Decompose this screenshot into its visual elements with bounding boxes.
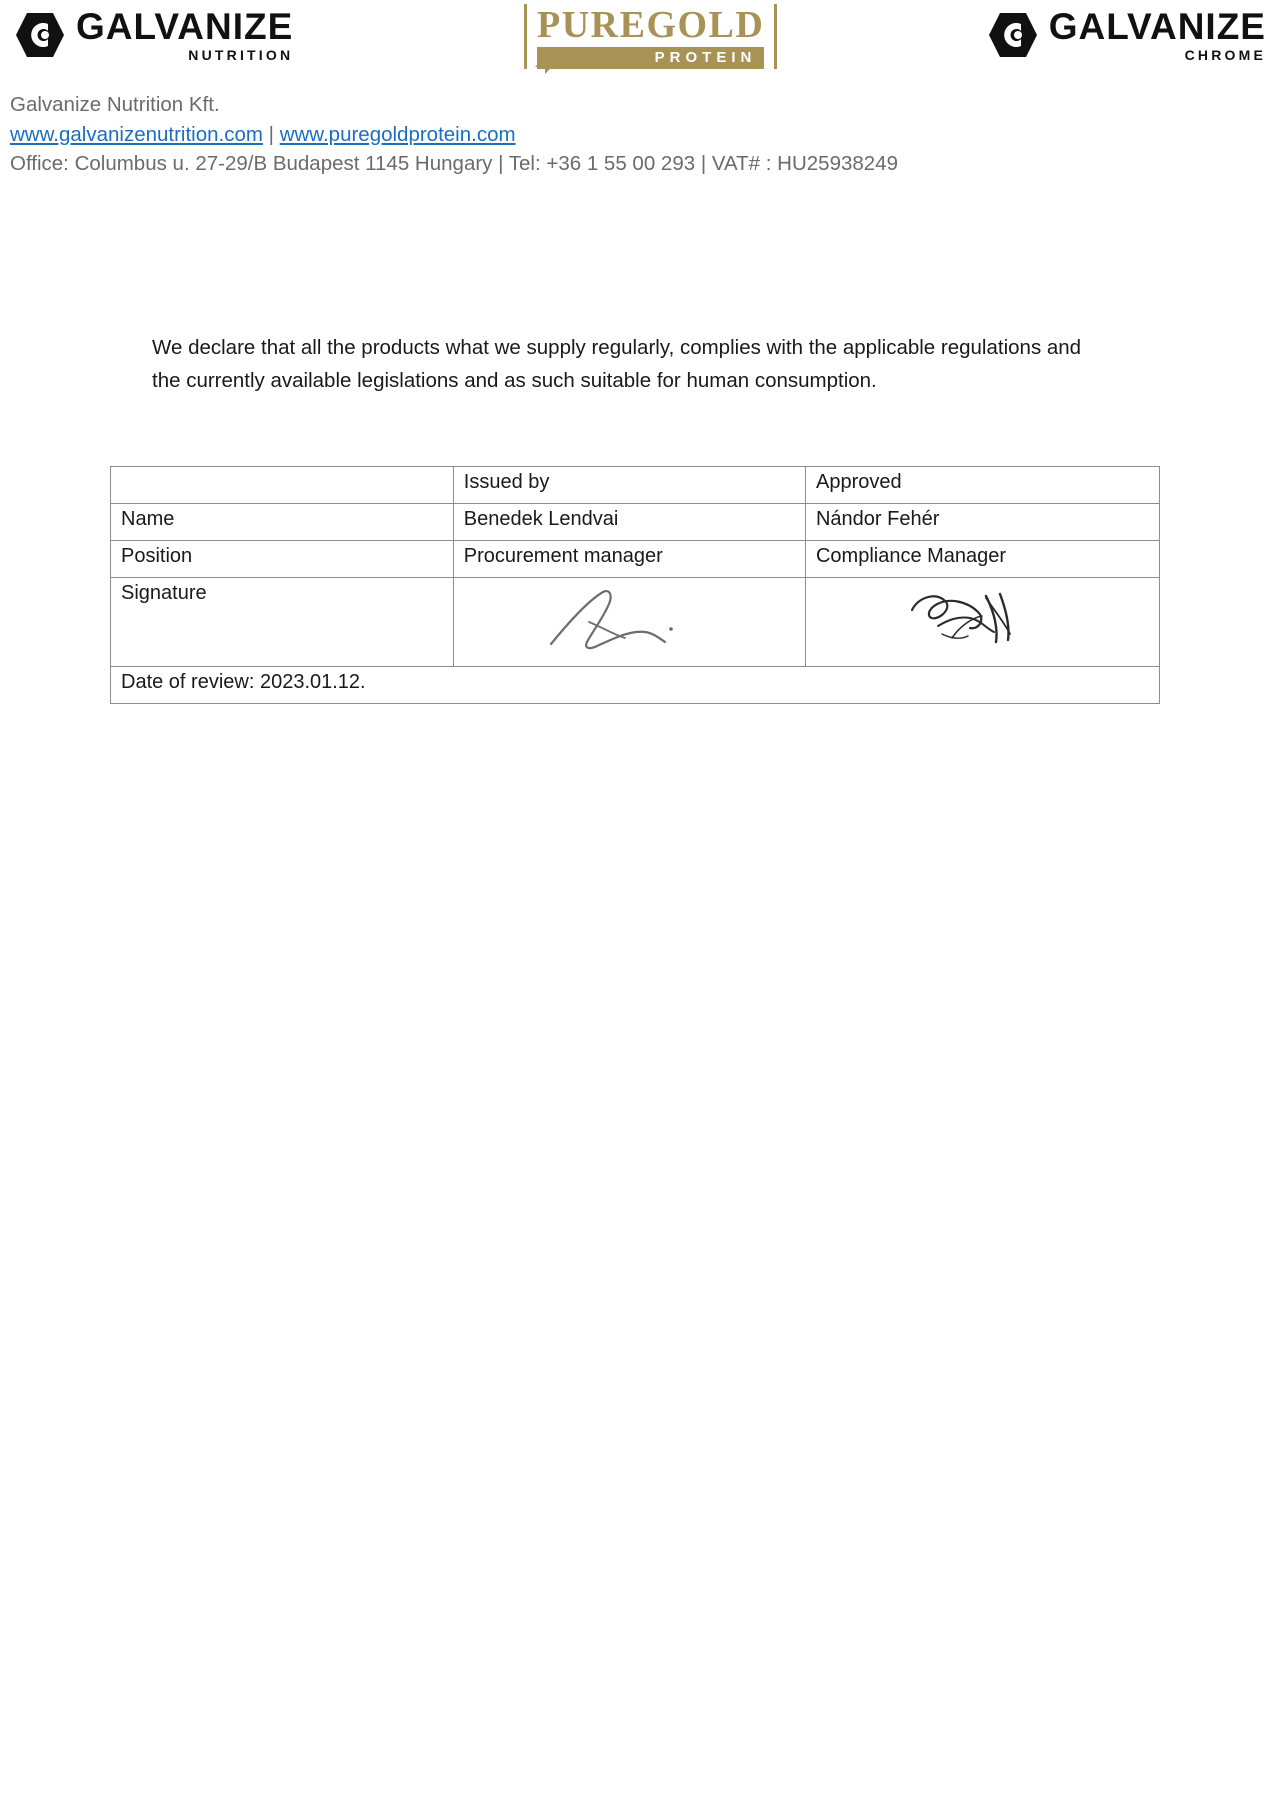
- puregold-protein-logo: [524, 4, 765, 69]
- row-position-label: Position: [111, 540, 454, 577]
- galvanize-sub-left: NUTRITION: [188, 47, 294, 63]
- puregold-box: [524, 4, 777, 69]
- galvanize-chrome-logo: [987, 8, 1266, 62]
- galvanize-hex-icon: [987, 11, 1039, 59]
- galvanize-name-left: GALVANIZE: [76, 6, 294, 47]
- row-name-issued: Benedek Lendvai: [453, 503, 805, 540]
- galvanize-hex-icon: [14, 11, 66, 59]
- table-row-date: [111, 666, 1160, 703]
- galvanizenutrition-link[interactable]: www.galvanizenutrition.com: [10, 122, 263, 146]
- company-info-block: [10, 90, 1280, 179]
- row-name-approved: Nándor Fehér: [805, 503, 1159, 540]
- galvanize-name-right: GALVANIZE: [1048, 6, 1266, 47]
- company-links: [10, 120, 1280, 150]
- date-of-review: Date of review: 2023.01.12.: [111, 666, 1160, 703]
- galvanize-nutrition-wordmark: [76, 8, 293, 62]
- puregold-bottom-text: PROTEIN: [537, 47, 764, 69]
- row-position-approved: Compliance Manager: [805, 540, 1159, 577]
- puregold-top-text: PUREGOLD: [537, 4, 765, 46]
- puregoldprotein-link[interactable]: www.puregoldprotein.com: [279, 122, 516, 146]
- header-logos: [0, 0, 1280, 80]
- handwritten-signature-icon: [816, 582, 1149, 662]
- signature-table: [110, 466, 1160, 704]
- row-position-issued: Procurement manager: [453, 540, 805, 577]
- handwritten-signature-icon: [464, 582, 795, 662]
- galvanize-nutrition-logo: [14, 8, 293, 62]
- galvanize-sub-right: CHROME: [1184, 47, 1266, 63]
- galvanize-chrome-wordmark: [1049, 8, 1266, 62]
- table-row-signature: [111, 577, 1160, 666]
- row-signature-label: Signature: [111, 577, 454, 666]
- header-blank-cell: [111, 466, 454, 503]
- signature-issued-cell: [453, 577, 805, 666]
- signature-approved-cell: [805, 577, 1159, 666]
- company-address-line: Office: Columbus u. 27-29/B Budapest 1145 Hungary | Tel: +36 1 55 00 293 | VAT# : HU25938249: [10, 152, 898, 176]
- table-row: [111, 503, 1160, 540]
- row-name-label: Name: [111, 503, 454, 540]
- header-approved: Approved: [805, 466, 1159, 503]
- signature-table-wrapper: [110, 466, 1160, 704]
- table-header-row: [111, 466, 1160, 503]
- company-name: Galvanize Nutrition Kft.: [10, 93, 220, 116]
- declaration-paragraph: We declare that all the products what we supply regularly, complies with the applicable regulations and the currently available legislations and as such suitable for human consumption.: [152, 336, 1082, 393]
- table-row: [111, 540, 1160, 577]
- link-separator: |: [268, 122, 274, 146]
- header-issued-by: Issued by: [453, 466, 805, 503]
